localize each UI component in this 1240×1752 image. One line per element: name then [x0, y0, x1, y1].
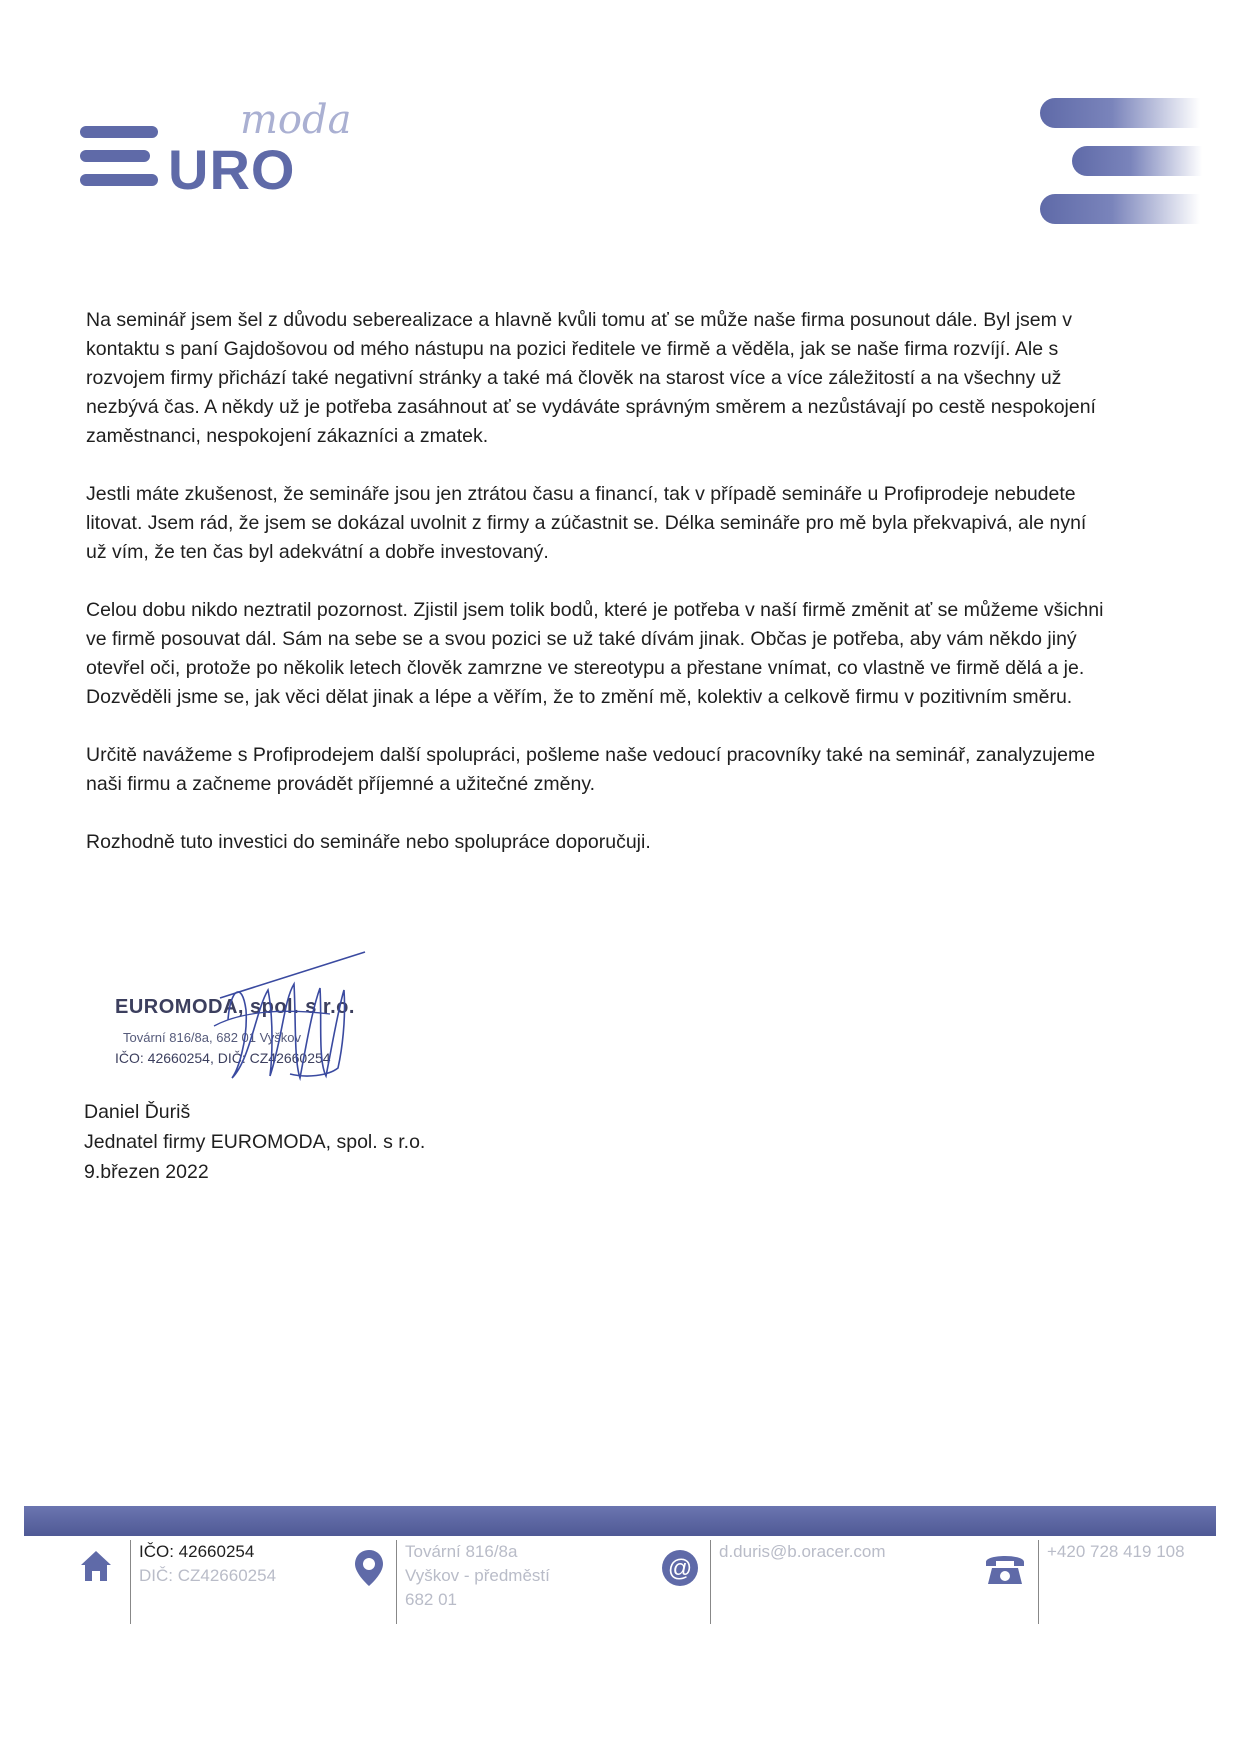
footer-city: Vyškov - předměstí [405, 1566, 550, 1585]
at-sign-icon [660, 1548, 700, 1588]
sign-off [84, 1097, 425, 1187]
letter-paragraph: Rozhodně tuto investici do semináře nebo spolupráce doporučuji. [86, 831, 651, 853]
stamp-company: EUROMODA, spol. s r.o. [115, 996, 355, 1018]
logo-bar [80, 150, 150, 162]
footer-contacts [0, 1540, 1240, 1660]
telephone-icon [982, 1548, 1028, 1588]
footer-bar [24, 1506, 1216, 1536]
logo-word: URO [168, 138, 296, 201]
stamp-ids: IČO: 42660254, DIČ: CZ42660254 [115, 1050, 331, 1066]
footer-street: Tovární 816/8a [405, 1542, 518, 1561]
footer-address-text [396, 1540, 550, 1624]
footer-phone-text [1038, 1540, 1185, 1624]
footer-phone-number[interactable]: +420 728 419 108 [1047, 1542, 1185, 1561]
letter-paragraph: Na seminář jsem šel z důvodu seberealizace a hlavně kvůli tomu ať se může naše firma posunout dále. Byl jsem v kontaktu s paní Gajdošovou od mého nástupu na pozici ředitele ve firmě a věděla, jak se naše firma rozvíjí. Ale s rozvojem firmy přichází také negativní stránky a také má člověk na starost více a více záležitostí a na všechny už nezbývá čas. A někdy už je potřeba zasáhnout ať se vydáváte správným směrem a nezůstávají po cestě nespokojení zaměstnanci, nespokojení zákazníci a zmatek. [86, 309, 1096, 447]
footer-zip: 682 01 [405, 1590, 457, 1609]
letter-paragraph: Jestli máte zkušenost, že semináře jsou jen ztrátou času a financí, tak v případě semináře u Profiprodeje nebudete litovat. Jsem rád, že jsem se dokázal uvolnit z firmy a zúčastnit se. Délka semináře pro mě byla překvapivá, ale nyní už vím, že ten čas byl adekvátní a dobře investovaný. [86, 483, 1087, 563]
home-icon [78, 1548, 114, 1584]
decoration-bar [1072, 146, 1202, 176]
footer-email-text [710, 1540, 886, 1624]
stamp-address: Tovární 816/8a, 682 01 Vyškov [123, 1030, 302, 1045]
letter-paragraph: Určitě navážeme s Profiprodejem další spolupráci, pošleme naše vedoucí pracovníky také na seminář, zanalyzujeme naši firmu a začneme provádět příjemné a užitečné změny. [86, 744, 1096, 795]
location-pin-icon [352, 1548, 386, 1588]
signer-role: Jednatel firmy EUROMODA, spol. s r.o. [84, 1131, 426, 1153]
letter-paragraph: Celou dobu nikdo neztratil pozornost. Zjistil jsem tolik bodů, které je potřeba v naší firmě změnit ať se můžeme všichni ve firmě posouvat dál. Sám na sebe se a svou pozici se už také dívám jinak. Občas je potřeba, aby vám někdo jiný otevřel oči, protože po několik letech člověk zamrzne ve stereotypu a přestane vnímat, co vlastně ve firmě dělá a je. Dozvěděli jsme se, jak věci dělat jinak a lépe a věřím, že to změní mě, kolektiv a celkově firmu v pozitivním směru. [86, 599, 1104, 708]
svg-text:@: @ [667, 1555, 693, 1582]
signer-name: Daniel Ďuriš [84, 1101, 191, 1123]
footer-email-address[interactable]: d.duris@b.oracer.com [719, 1542, 886, 1561]
footer-ids-text [130, 1540, 276, 1624]
logo-bar [80, 126, 158, 138]
handwritten-signature [210, 950, 380, 1090]
footer-dic: DIČ: CZ42660254 [139, 1566, 277, 1585]
footer-ico: IČO: 42660254 [139, 1542, 255, 1561]
logo-bar [80, 174, 158, 186]
logo-script-text: moda [240, 97, 352, 143]
header-decoration [1040, 98, 1240, 228]
decoration-bar [1040, 194, 1200, 224]
letter-body [86, 306, 1106, 886]
company-logo [80, 97, 352, 208]
decoration-bar [1040, 98, 1200, 128]
letter-date: 9.březen 2022 [84, 1161, 209, 1183]
